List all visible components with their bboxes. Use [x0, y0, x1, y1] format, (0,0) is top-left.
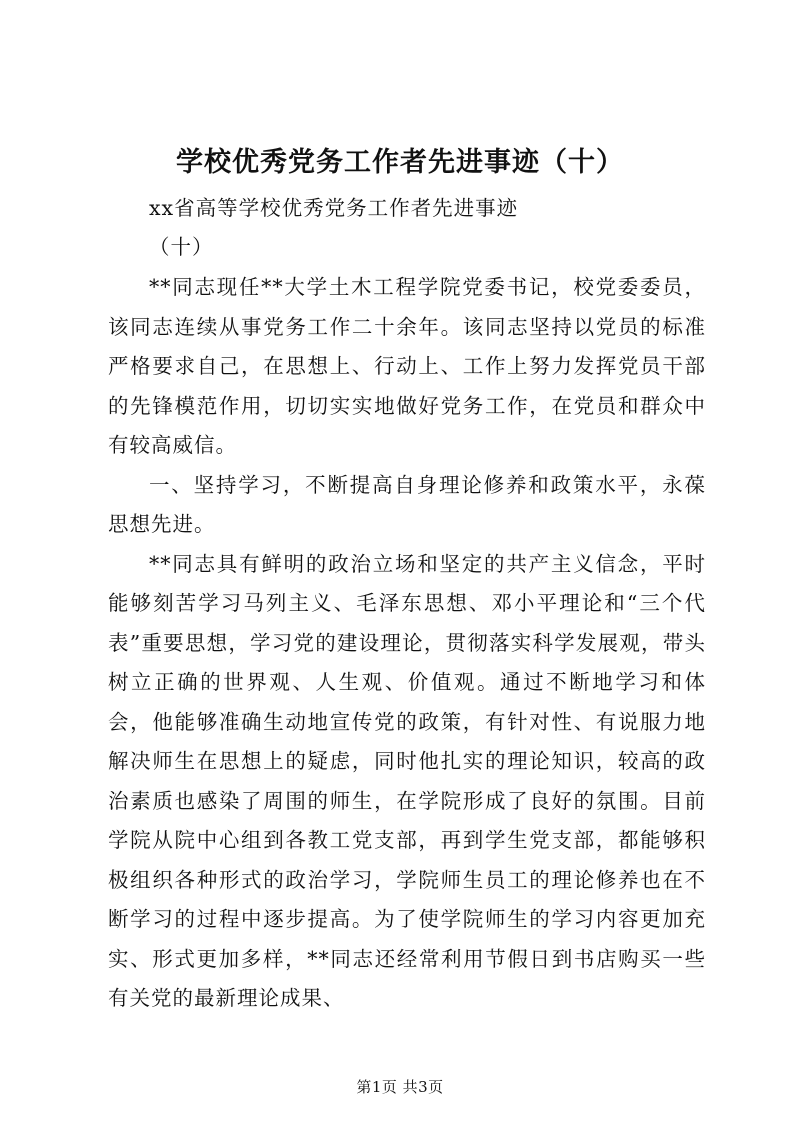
document-subtitle: xx省高等学校优秀党务工作者先进事迹: [149, 196, 519, 220]
document-title: 学校优秀党务工作者先进事迹（十）: [176, 147, 624, 178]
paragraph-intro: **同志现任**大学土木工程学院党委书记，校党委委员，该同志连续从事党务工作二十余年。该同志坚持以党员的标准严格要求自己，在思想上、行动上、工作上努力发挥党员干部的先锋模范作用，切切实实地做好党务工作，在党员和群众中有较高威信。: [108, 275, 706, 457]
section-number: （十）: [149, 235, 214, 259]
page-footer: 第1页 共3页: [356, 1078, 444, 1096]
paragraph-study: **同志具有鲜明的政治立场和坚定的共产主义信念，平时能够刻苦学习马列主义、毛泽东思想、邓小平理论和“三个代表”重要思想，学习党的建设理论，贯彻落实科学发展观，带头树立正确的世界观、人生观、价值观。通过不断地学习和体会，他能够准确生动地宣传党的政策，有针对性、有说服力地解决师生在思想上的疑虑，同时他扎实的理论知识，较高的政治素质也感染了周围的师生，在学院形成了良好的氛围。目前学院从院中心组到各教工党支部，再到学生党支部，都能够积极组织各种形式的政治学习，学院师生员工的理论修养也在不断学习的过程中逐步提高。为了使学院师生的学习内容更加充实、形式更加多样，**同志还经常利用节假日到书店购买一些有关党的最新理论成果、: [108, 551, 706, 1010]
document-body: [108, 268, 706, 1019]
paragraph-heading-1: 一、坚持学习，不断提高自身理论修养和政策水平，永葆思想先进。: [108, 472, 706, 536]
